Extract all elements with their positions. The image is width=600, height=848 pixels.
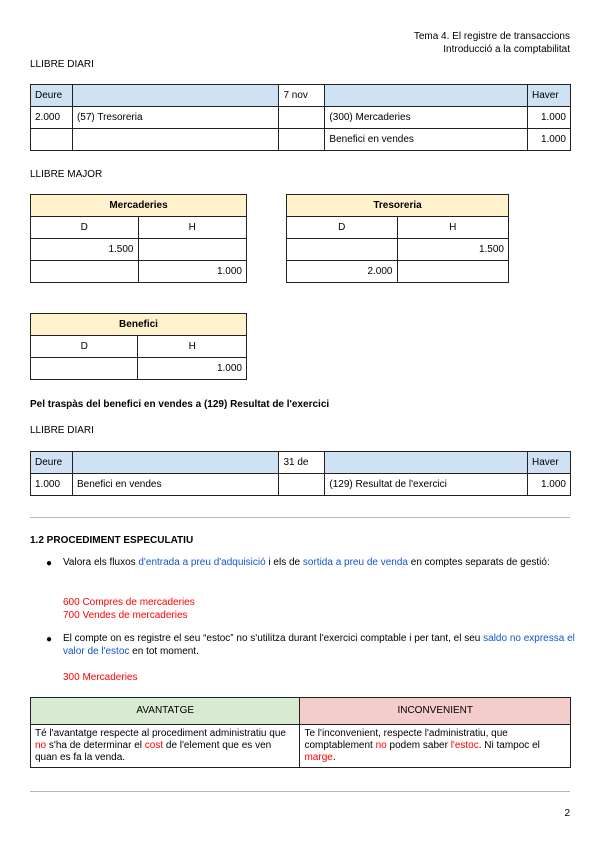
credit-amount: 1.000	[528, 474, 571, 496]
section-title: 1.2 PROCEDIMENT ESPECULATIU	[30, 535, 194, 546]
t-account-title: Tresoreria	[287, 195, 509, 217]
journal-row	[31, 474, 571, 496]
credit-account-header	[325, 85, 528, 107]
t-account-benefici	[30, 313, 247, 380]
bullet-dot: ●	[46, 634, 53, 645]
journal-header-row	[31, 452, 571, 474]
debit-amount: 2.000	[31, 107, 73, 129]
journal-table-1	[30, 84, 571, 151]
date-cell	[279, 107, 325, 129]
credit-entry: 1.000	[138, 261, 247, 283]
credit-column-header: H	[397, 217, 509, 239]
date-header: 31 de	[279, 452, 325, 474]
account-item: 600 Compres de mercaderies	[63, 597, 195, 608]
t-account-title: Mercaderies	[31, 195, 247, 217]
disadvantage-cell: Te l'inconvenient, respecte l'administratiu, que comptablement no podem saber l'estoc. Ni tampoc el marge.	[300, 725, 571, 768]
date-header: 7 nov	[279, 85, 325, 107]
debit-entry: 2.000	[287, 261, 398, 283]
credit-account: Benefici en vendes	[325, 129, 528, 151]
date-cell	[279, 474, 325, 496]
credit-entry: 1.000	[138, 358, 247, 380]
bullet-text-2: El compte on es registre el seu “estoc” no s'utilitza durant l'exercici comptable i per tant, el seu saldo no expressa el valor de l'estoc en tot moment.	[63, 633, 575, 657]
journal-table-2	[30, 451, 571, 496]
credit-account-header	[325, 452, 528, 474]
debit-account-header	[72, 452, 278, 474]
header-course: Introducció a la comptabilitat	[443, 43, 570, 55]
debit-column-header: D	[31, 336, 138, 358]
credit-column-header: H	[138, 336, 247, 358]
debit-account: (57) Tresoreria	[72, 107, 279, 129]
debit-column-header: D	[287, 217, 398, 239]
haver-header: Haver	[528, 85, 571, 107]
account-item: 700 Vendes de mercaderies	[63, 609, 188, 621]
credit-column-header: H	[138, 217, 247, 239]
debit-amount: 1.000	[31, 474, 73, 496]
credit-amount: 1.000	[528, 107, 571, 129]
debit-account: Benefici en vendes	[72, 474, 278, 496]
debit-entry	[31, 358, 138, 380]
llibre-diari-label: LLIBRE DIARI	[30, 59, 94, 70]
document-header	[414, 31, 570, 56]
credit-entry: 1.500	[397, 239, 509, 261]
traspas-heading: Pel traspàs del benefici en vendes a (129) Resultat de l'exercici	[30, 399, 330, 410]
debit-entry	[287, 239, 398, 261]
journal-row	[31, 107, 571, 129]
t-account-tresoreria	[286, 194, 509, 283]
highlight-blue: saldo no expressa el valor de l'estoc	[63, 633, 575, 657]
bullet-text-1: Valora els fluxos d'entrada a preu d'adquisició i els de sortida a preu de venda en comptes separats de gestió:	[63, 557, 550, 568]
header-topic: Tema 4. El registre de transaccions	[413, 31, 570, 42]
bullet-dot: ●	[46, 558, 53, 569]
account-list-1	[63, 597, 195, 622]
disadvantage-header: INCONVENIENT	[300, 698, 571, 725]
llibre-diari-label: LLIBRE DIARI	[30, 425, 94, 436]
credit-account: (129) Resultat de l'exercici	[325, 474, 528, 496]
divider	[30, 517, 570, 518]
haver-header: Haver	[528, 452, 571, 474]
journal-header-row	[31, 85, 571, 107]
t-account-title: Benefici	[31, 314, 247, 336]
highlight-blue: sortida a preu de venda	[302, 557, 408, 568]
advantage-cell: Té l'avantatge respecte al procediment administratiu que no s'ha de determinar el cost de l'element que es ven quan es fa la venda.	[31, 725, 300, 768]
comparison-table	[30, 697, 571, 768]
debit-account	[72, 129, 279, 151]
highlight-blue: d'entrada a preu d'adquisició	[138, 557, 266, 568]
debit-column-header: D	[31, 217, 139, 239]
debit-entry: 1.500	[31, 239, 139, 261]
deure-header: Deure	[31, 452, 73, 474]
t-account-mercaderies	[30, 194, 247, 283]
debit-entry	[31, 261, 139, 283]
divider	[30, 791, 570, 792]
date-cell	[279, 129, 325, 151]
deure-header: Deure	[31, 85, 73, 107]
credit-account: (300) Mercaderies	[325, 107, 528, 129]
debit-amount	[31, 129, 73, 151]
page-number: 2	[564, 808, 570, 819]
debit-account-header	[72, 85, 279, 107]
credit-entry	[397, 261, 509, 283]
advantage-header: AVANTATGE	[31, 698, 300, 725]
journal-row	[31, 129, 571, 151]
llibre-major-label: LLIBRE MAJOR	[30, 169, 103, 180]
credit-amount: 1.000	[528, 129, 571, 151]
account-item: 300 Mercaderies	[63, 672, 138, 683]
credit-entry	[138, 239, 247, 261]
